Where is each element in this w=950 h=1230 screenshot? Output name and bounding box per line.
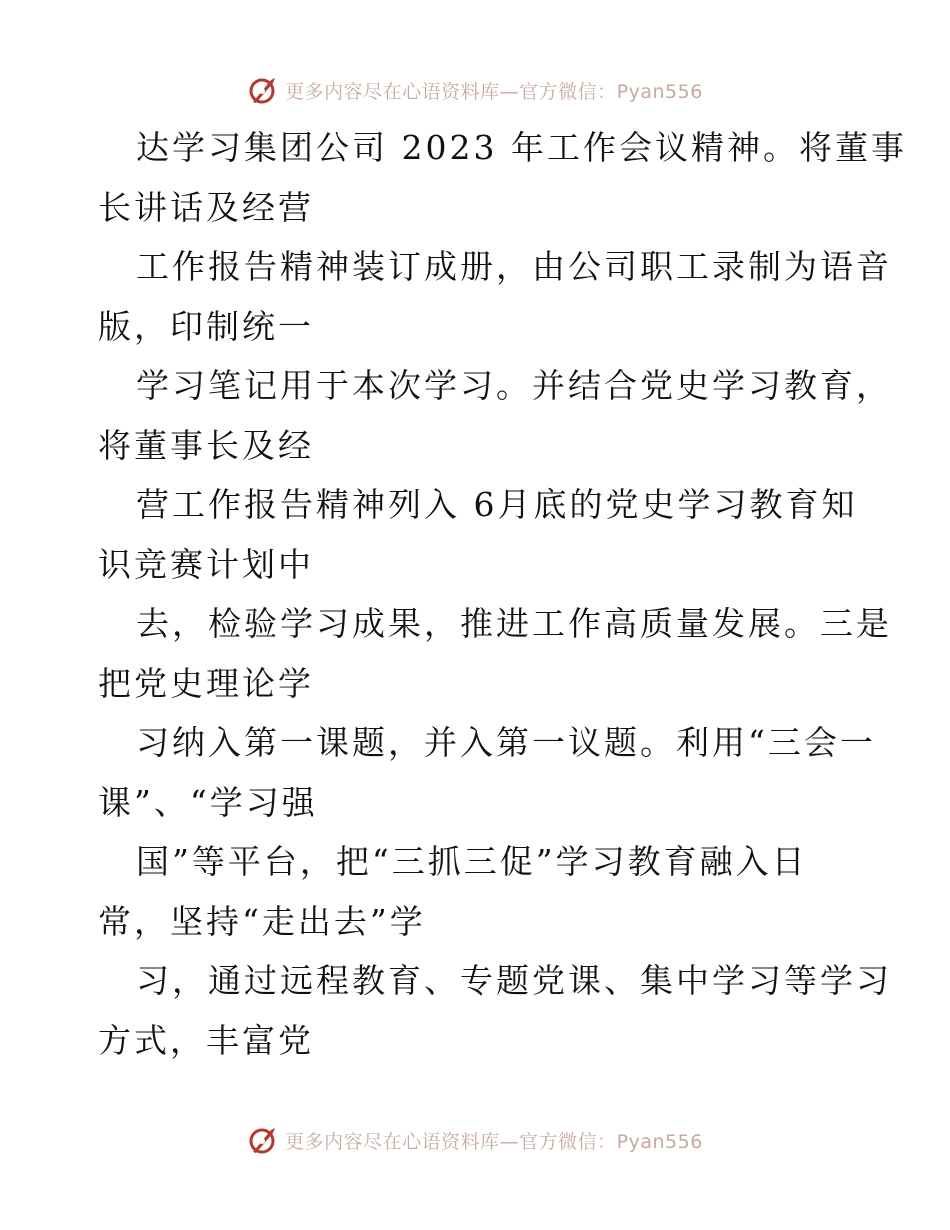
- watermark-wechat: 官方微信：Pyan556: [519, 1130, 703, 1153]
- paragraph-line: 方式，丰富党: [98, 1020, 314, 1060]
- paragraph-line: 学习笔记用于本次学习。并结合党史学习教育，: [136, 366, 892, 405]
- paragraph-line: 工作报告精神装订成册，由公司职工录制为语音: [136, 247, 892, 286]
- watermark-separator: —: [499, 1130, 520, 1153]
- header-banner: [0, 70, 950, 110]
- document-body: [98, 118, 907, 1070]
- watermark-site: 更多内容尽在心语资料库: [285, 80, 500, 103]
- watermark-separator: —: [499, 80, 520, 103]
- paragraph-line: 常，坚持“走出去”学: [98, 901, 426, 941]
- paragraph-line: 习纳入第一课题，并入第一议题。利用“三会一: [136, 723, 876, 762]
- paragraph-line: 版，印制统一: [98, 306, 314, 346]
- paragraph-line: 国”等平台，把“三抓三促”学习教育融入日: [136, 842, 808, 881]
- paragraph-line: 习，通过远程教育、专题党课、集中学习等学习: [136, 961, 892, 1000]
- watermark-wechat: 官方微信：Pyan556: [519, 80, 703, 103]
- paragraph-line: 去，检验学习成果，推进工作高质量发展。三是: [136, 604, 892, 643]
- paragraph-line: 把党史理论学: [98, 663, 314, 703]
- paragraph-line: 营工作报告精神列入 6月底的党史学习教育知: [136, 485, 858, 524]
- watermark-site: 更多内容尽在心语资料库: [285, 1130, 500, 1153]
- paragraph-line: 识竞赛计划中: [98, 544, 314, 584]
- watermark-text: [285, 1127, 703, 1154]
- quill-in-circle-icon: [247, 1124, 279, 1156]
- paragraph-line: 课”、“学习强: [98, 782, 318, 822]
- paragraph-line: 将董事长及经: [98, 425, 314, 465]
- quill-in-circle-icon: [247, 74, 279, 106]
- watermark-text: [285, 77, 703, 104]
- paragraph-line: 长讲话及经营: [98, 187, 314, 227]
- paragraph-line: 达学习集团公司 2023 年工作会议精神。将董事: [136, 128, 907, 167]
- footer-banner: [0, 1120, 950, 1160]
